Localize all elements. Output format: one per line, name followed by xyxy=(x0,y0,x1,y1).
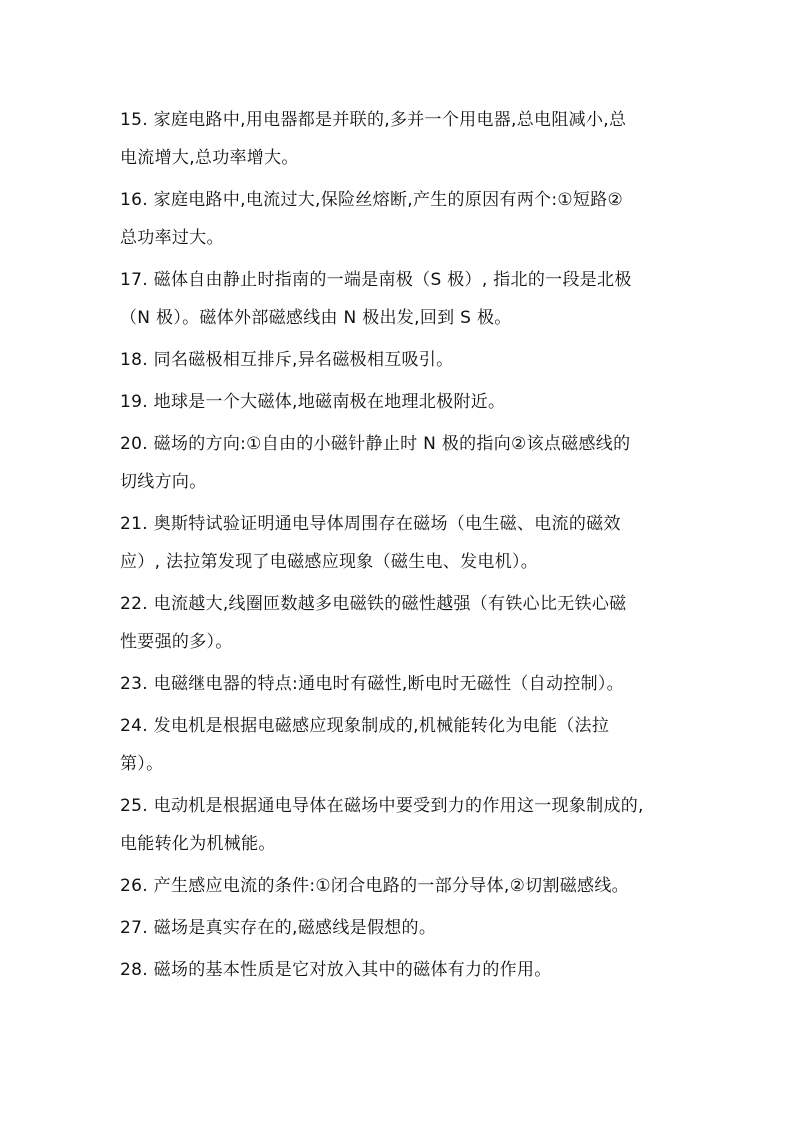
item-25-line-1: 25. 电动机是根据通电导体在磁场中要受到力的作用这一现象制成的, xyxy=(120,796,644,816)
item-22 xyxy=(120,585,680,661)
item-26 xyxy=(120,867,680,905)
item-19-line-1: 19. 地球是一个大磁体,地磁南极在地理北极附近。 xyxy=(120,392,506,412)
item-23-line-1: 23. 电磁继电器的特点:通电时有磁性,断电时无磁性（自动控制）。 xyxy=(120,674,624,694)
item-18-line-1: 18. 同名磁极相互排斥,异名磁极相互吸引。 xyxy=(120,350,454,370)
item-20 xyxy=(120,425,680,501)
item-21-line-1: 21. 奥斯特试验证明通电导体周围存在磁场（电生磁、电流的磁效 xyxy=(120,514,621,534)
item-21 xyxy=(120,505,680,581)
item-15 xyxy=(120,101,680,177)
item-25-line-2: 电能转化为机械能。 xyxy=(120,834,276,854)
item-16 xyxy=(120,181,680,257)
item-19 xyxy=(120,383,680,421)
item-24-line-1: 24. 发电机是根据电磁感应现象制成的,机械能转化为电能（法拉 xyxy=(120,716,610,736)
item-20-line-1: 20. 磁场的方向:①自由的小磁针静止时 N 极的指向②该点磁感线的 xyxy=(120,434,631,454)
item-24-line-2: 第）。 xyxy=(120,754,164,774)
item-25 xyxy=(120,787,680,863)
item-16-line-1: 16. 家庭电路中,电流过大,保险丝熔断,产生的原因有两个:①短路② xyxy=(120,190,624,210)
item-28 xyxy=(120,951,680,989)
item-17-line-2: （N 极）。磁体外部磁感线由 N 极出发,回到 S 极。 xyxy=(120,308,512,328)
item-26-line-1: 26. 产生感应电流的条件:①闭合电路的一部分导体,②切割磁感线。 xyxy=(120,876,629,896)
item-16-line-2: 总功率过大。 xyxy=(120,228,224,248)
item-17 xyxy=(120,261,680,337)
item-21-line-2: 应）, 法拉第发现了电磁感应现象（磁生电、发电机）。 xyxy=(120,552,539,572)
item-17-line-1: 17. 磁体自由静止时指南的一端是南极（S 极）, 指北的一段是北极 xyxy=(120,270,632,290)
item-20-line-2: 切线方向。 xyxy=(120,472,207,492)
item-27 xyxy=(120,909,680,947)
item-22-line-1: 22. 电流越大,线圈匝数越多电磁铁的磁性越强（有铁心比无铁心磁 xyxy=(120,594,627,614)
item-24 xyxy=(120,707,680,783)
item-22-line-2: 性要强的多）。 xyxy=(120,632,233,652)
item-15-line-2: 电流增大,总功率增大。 xyxy=(120,148,299,168)
item-23 xyxy=(120,665,680,703)
item-15-line-1: 15. 家庭电路中,用电器都是并联的,多并一个用电器,总电阻减小,总 xyxy=(120,110,627,130)
item-18 xyxy=(120,341,680,379)
item-27-line-1: 27. 磁场是真实存在的,磁感线是假想的。 xyxy=(120,918,437,938)
item-28-line-1: 28. 磁场的基本性质是它对放入其中的磁体有力的作用。 xyxy=(120,960,552,980)
document-content xyxy=(120,101,680,989)
